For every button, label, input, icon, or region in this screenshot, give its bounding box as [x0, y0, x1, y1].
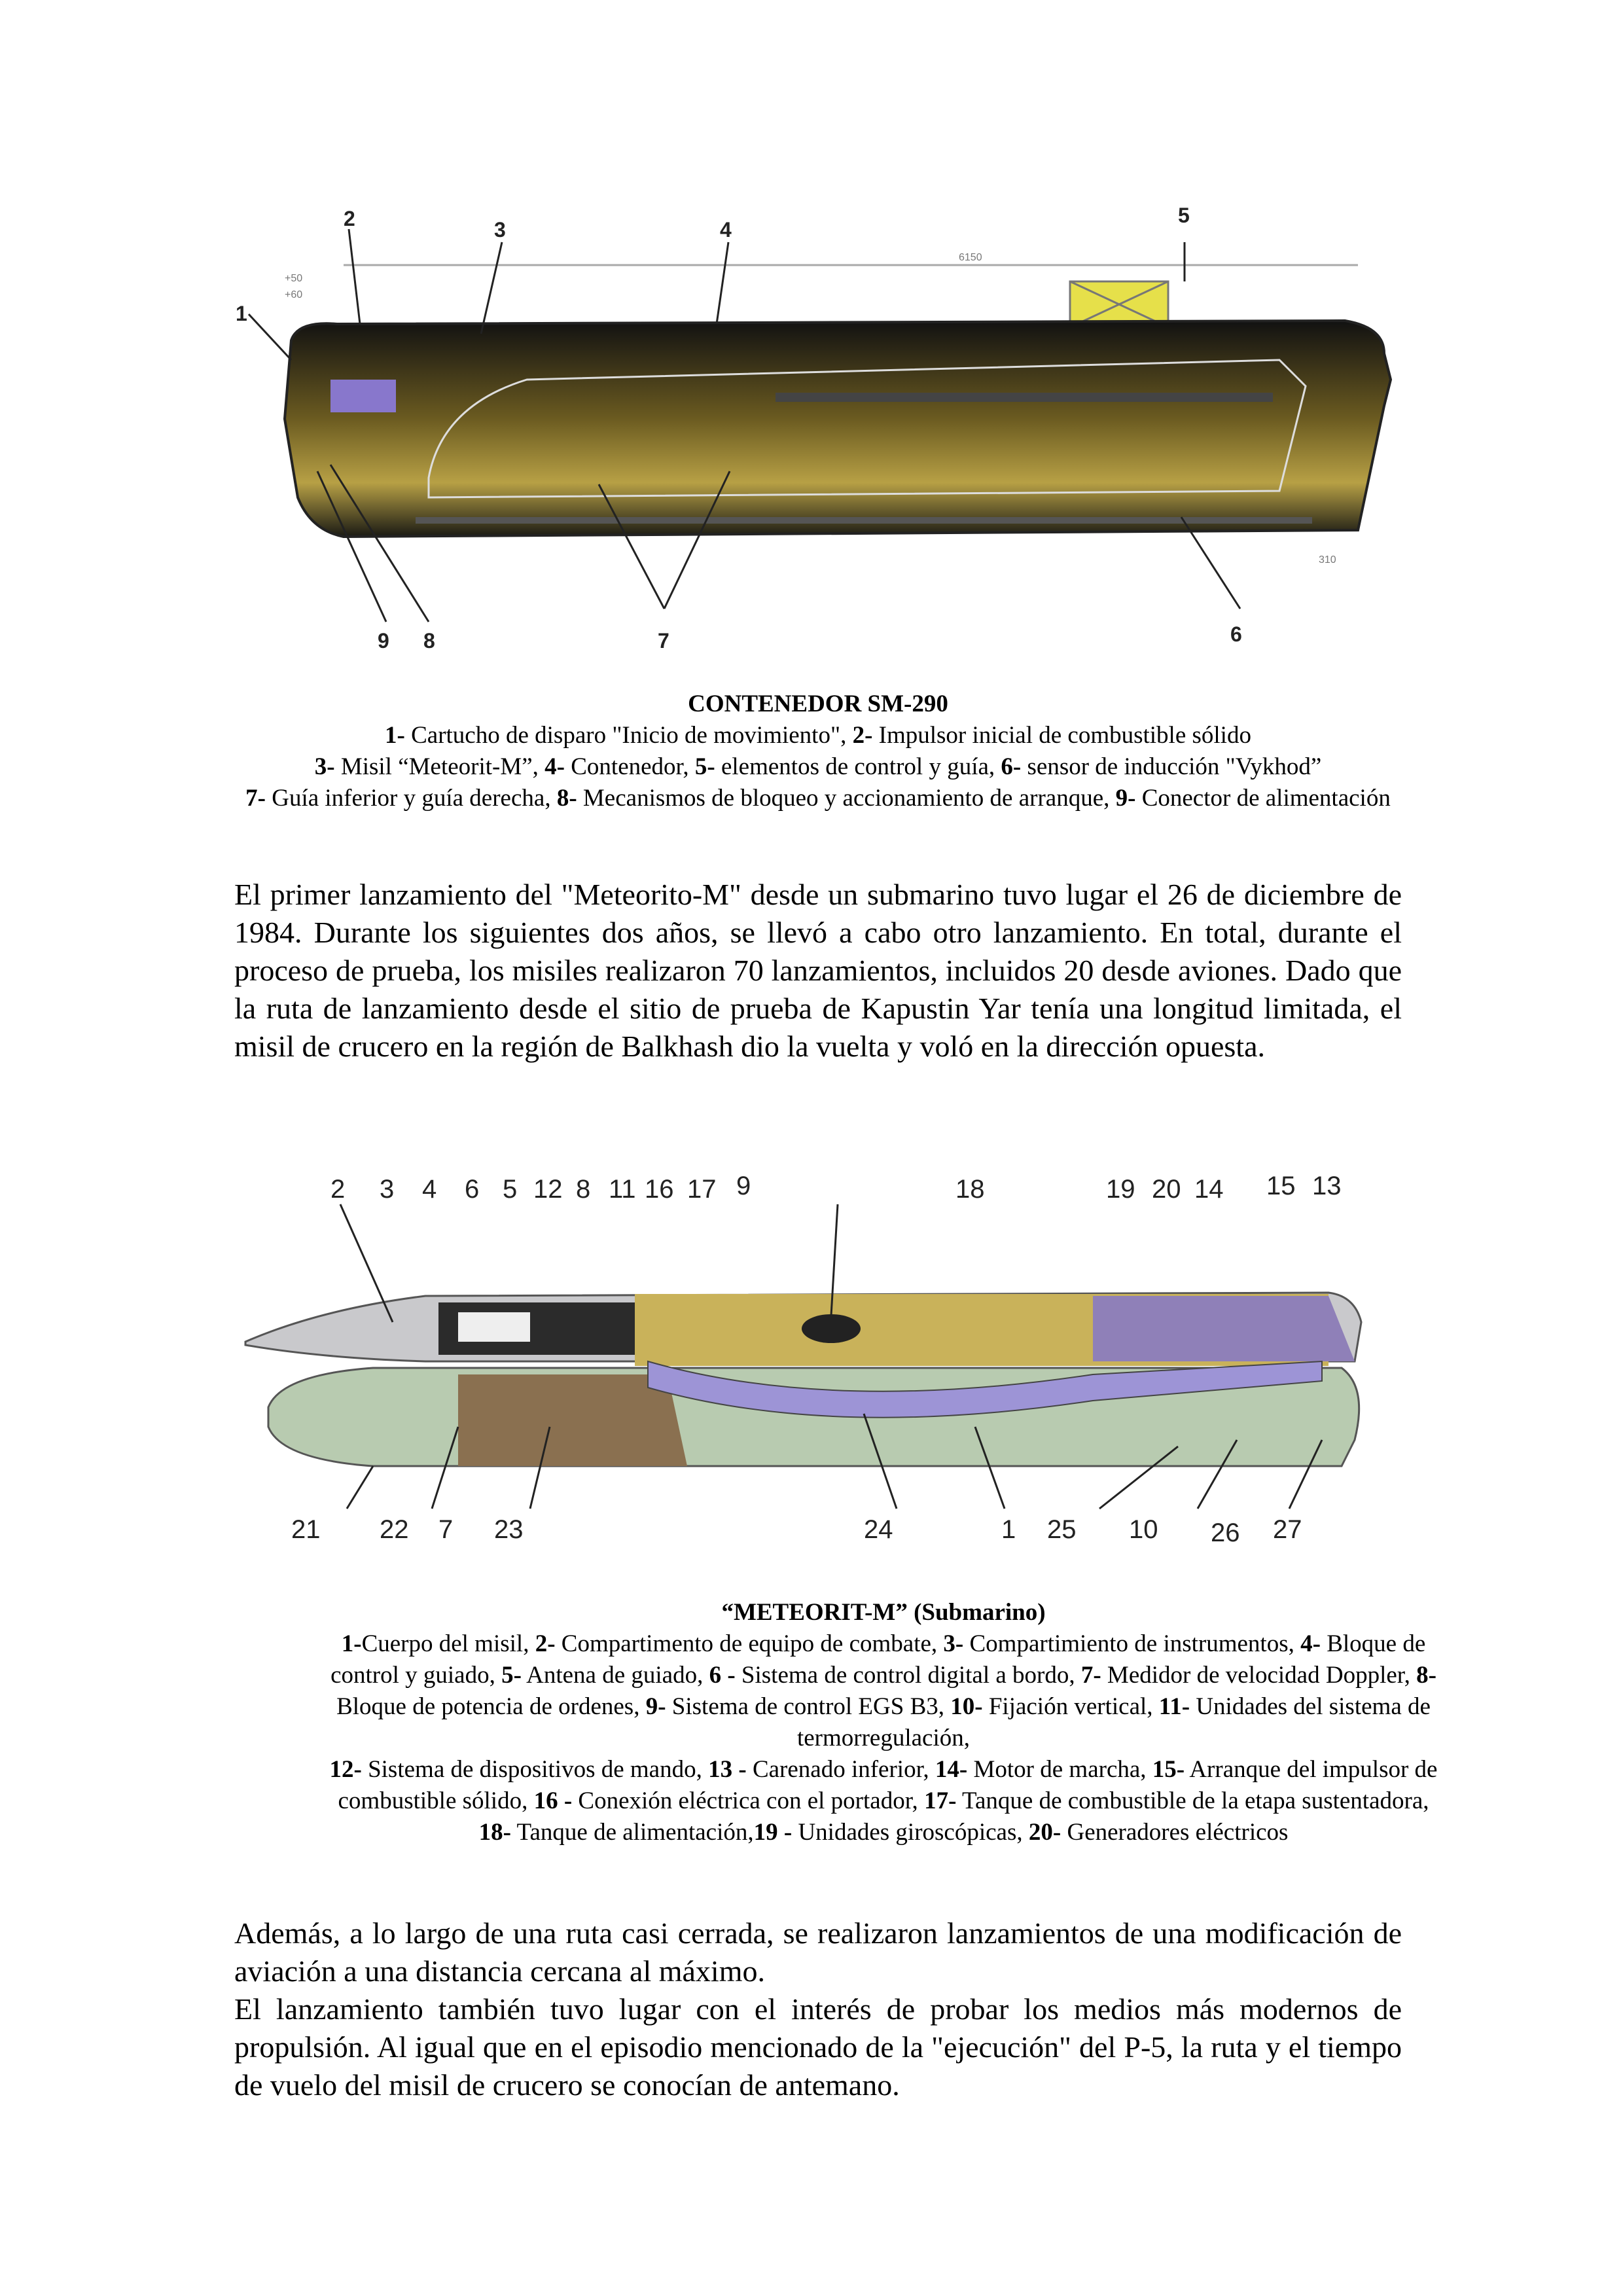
- caption-title: CONTENEDOR SM-290: [688, 691, 948, 717]
- svg-text:7: 7: [438, 1515, 454, 1544]
- svg-text:6: 6: [465, 1175, 480, 1204]
- svg-text:26: 26: [1211, 1518, 1240, 1547]
- svg-text:16: 16: [645, 1175, 674, 1204]
- dimension-a: +50: [285, 273, 303, 284]
- svg-text:2: 2: [330, 1175, 346, 1204]
- meteorit-m-cutaway-diagram: [242, 1165, 1387, 1558]
- svg-text:19: 19: [1106, 1175, 1135, 1204]
- svg-text:9: 9: [736, 1172, 751, 1200]
- svg-text:14: 14: [1194, 1175, 1224, 1204]
- caption-meteorit: [327, 1597, 1440, 1848]
- callout-8: 8: [423, 629, 435, 653]
- svg-text:22: 22: [380, 1515, 409, 1544]
- body-paragraph-2: Además, a lo largo de una ruta casi cerrada, se realizaron lanzamientos de una modificación de aviación a una distancia cercana al máximo. El lanzamiento también tuvo lugar con el interés de probar los medios más modernos de propulsión. Al igual que en el episodio mencionado de la "ejecución" del P-5, la ruta y el tiempo de vuelo del misil de crucero se conocían de antemano.: [234, 1916, 1402, 2102]
- svg-text:27: 27: [1273, 1515, 1302, 1544]
- callout-5: 5: [1178, 204, 1190, 227]
- svg-text:13: 13: [1312, 1172, 1342, 1200]
- callout-2: 2: [344, 207, 355, 230]
- svg-text:10: 10: [1129, 1515, 1158, 1544]
- caption-body: 1- Cartucho de disparo "Inicio de movimiento", 2- Impulsor inicial de combustible sólido 3- Misil “Meteorit-M”, 4- Contenedor, 5- elementos de control y guía, 6- sensor de inducción "Vykhod” 7- Guía inferior y guía derecha, 8- Mecanismos de bloqueo y accionamiento de arranque, 9- Conector de alimentación: [245, 722, 1391, 812]
- callout-6: 6: [1230, 622, 1242, 646]
- bottom-callouts: [291, 1515, 1302, 1547]
- svg-text:15: 15: [1266, 1172, 1296, 1200]
- callout-9: 9: [378, 629, 389, 653]
- svg-text:25: 25: [1047, 1515, 1077, 1544]
- caption-title: “METEORIT-M” (Submarino): [721, 1599, 1046, 1626]
- callout-3: 3: [494, 218, 506, 242]
- body-paragraph-1: El primer lanzamiento del "Meteorito-M" desde un submarino tuvo lugar el 26 de diciembre de 1984. Durante los siguientes dos años, se llevó a cabo otro lanzamiento. En total, durante el proceso de prueba, los misiles realizaron 70 lanzamientos, incluidos 20 desde aviones. Dado que la ruta de lanzamiento desde el sitio de prueba de Kapustin Yar tenía una longitud limitada, el misil de crucero en la región de Balkhash dio la vuelta y voló en la dirección opuesta.: [234, 878, 1402, 1063]
- svg-text:23: 23: [494, 1515, 524, 1544]
- svg-text:4: 4: [422, 1175, 437, 1204]
- top-callouts: [330, 1172, 1342, 1204]
- callout-7: 7: [658, 629, 669, 653]
- callout-4: 4: [720, 218, 732, 242]
- svg-text:5: 5: [503, 1175, 518, 1204]
- callout-1: 1: [236, 302, 247, 325]
- caption-body: 1-Cuerpo del misil, 2- Compartimento de equipo de combate, 3- Compartimiento de instrumentos, 4- Bloque de control y guiado, 5- Antena de guiado, 6 - Sistema de control digital a bordo, 7- Medidor de velocidad Doppler, 8- Bloque de potencia de ordenes, 9- Sistema de control EGS B3, 10- Fijación vertical, 11- Unidades del sistema de termorregulación, 12- Sistema de dispositivos de mando, 13 - Carenado inferior, 14- Motor de marcha, 15- Arranque del impulsor de combustible sólido, 16 - Conexión eléctrica con el portador, 17- Tanque de combustible de la etapa sustentadora, 18- Tanque de alimentación,19 - Unidades giroscópicas, 20- Generadores eléctricos: [329, 1630, 1438, 1846]
- container-sm290-diagram: [232, 190, 1404, 668]
- svg-text:20: 20: [1152, 1175, 1181, 1204]
- dimension-b: +60: [285, 289, 303, 300]
- dimension-c: 310: [1319, 554, 1336, 565]
- dimension-length: 6150: [959, 252, 982, 263]
- svg-text:3: 3: [380, 1175, 395, 1204]
- svg-text:8: 8: [576, 1175, 591, 1204]
- svg-text:24: 24: [864, 1515, 893, 1544]
- caption-container: [236, 689, 1400, 814]
- svg-text:18: 18: [955, 1175, 985, 1204]
- svg-text:17: 17: [687, 1175, 717, 1204]
- svg-text:1: 1: [1001, 1515, 1016, 1544]
- svg-text:21: 21: [291, 1515, 321, 1544]
- svg-text:11: 11: [609, 1175, 636, 1204]
- svg-text:12: 12: [533, 1175, 563, 1204]
